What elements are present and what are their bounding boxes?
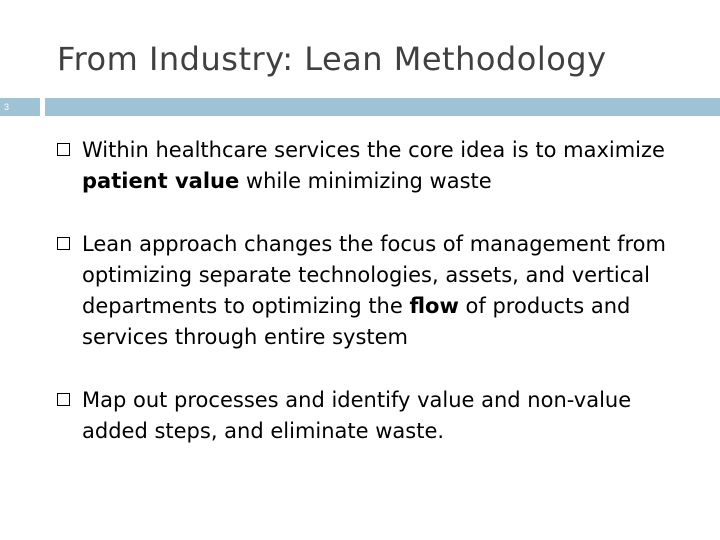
empty-square-icon	[57, 237, 70, 250]
bullet-item	[57, 135, 697, 197]
bullet-text-part: Within healthcare services the core idea is to maximize	[82, 138, 665, 162]
slide-title: From Industry: Lean Methodology	[57, 40, 607, 78]
bullet-item	[57, 385, 697, 447]
bullet-text-part: Lean approach changes the focus of management from optimizing separate technologies, assets, and vertical departments to optimizing the	[82, 232, 666, 318]
empty-square-icon	[57, 393, 70, 406]
bullet-item	[57, 229, 697, 353]
slide-number: 3	[4, 102, 10, 112]
bullet-emphasis: flow	[409, 294, 459, 318]
bullet-text-part: while minimizing waste	[239, 169, 492, 193]
title-rule-right	[45, 98, 720, 116]
bullet-text-part: of products and services through entire system	[82, 294, 631, 349]
bullet-text	[82, 385, 697, 447]
bullet-text-part: Map out processes and identify value and non-value added steps, and eliminate waste.	[82, 388, 632, 443]
bullet-list	[57, 135, 697, 447]
bullet-text	[82, 229, 697, 353]
empty-square-icon	[57, 143, 70, 156]
bullet-text	[82, 135, 697, 197]
bullet-emphasis: patient value	[82, 169, 240, 193]
